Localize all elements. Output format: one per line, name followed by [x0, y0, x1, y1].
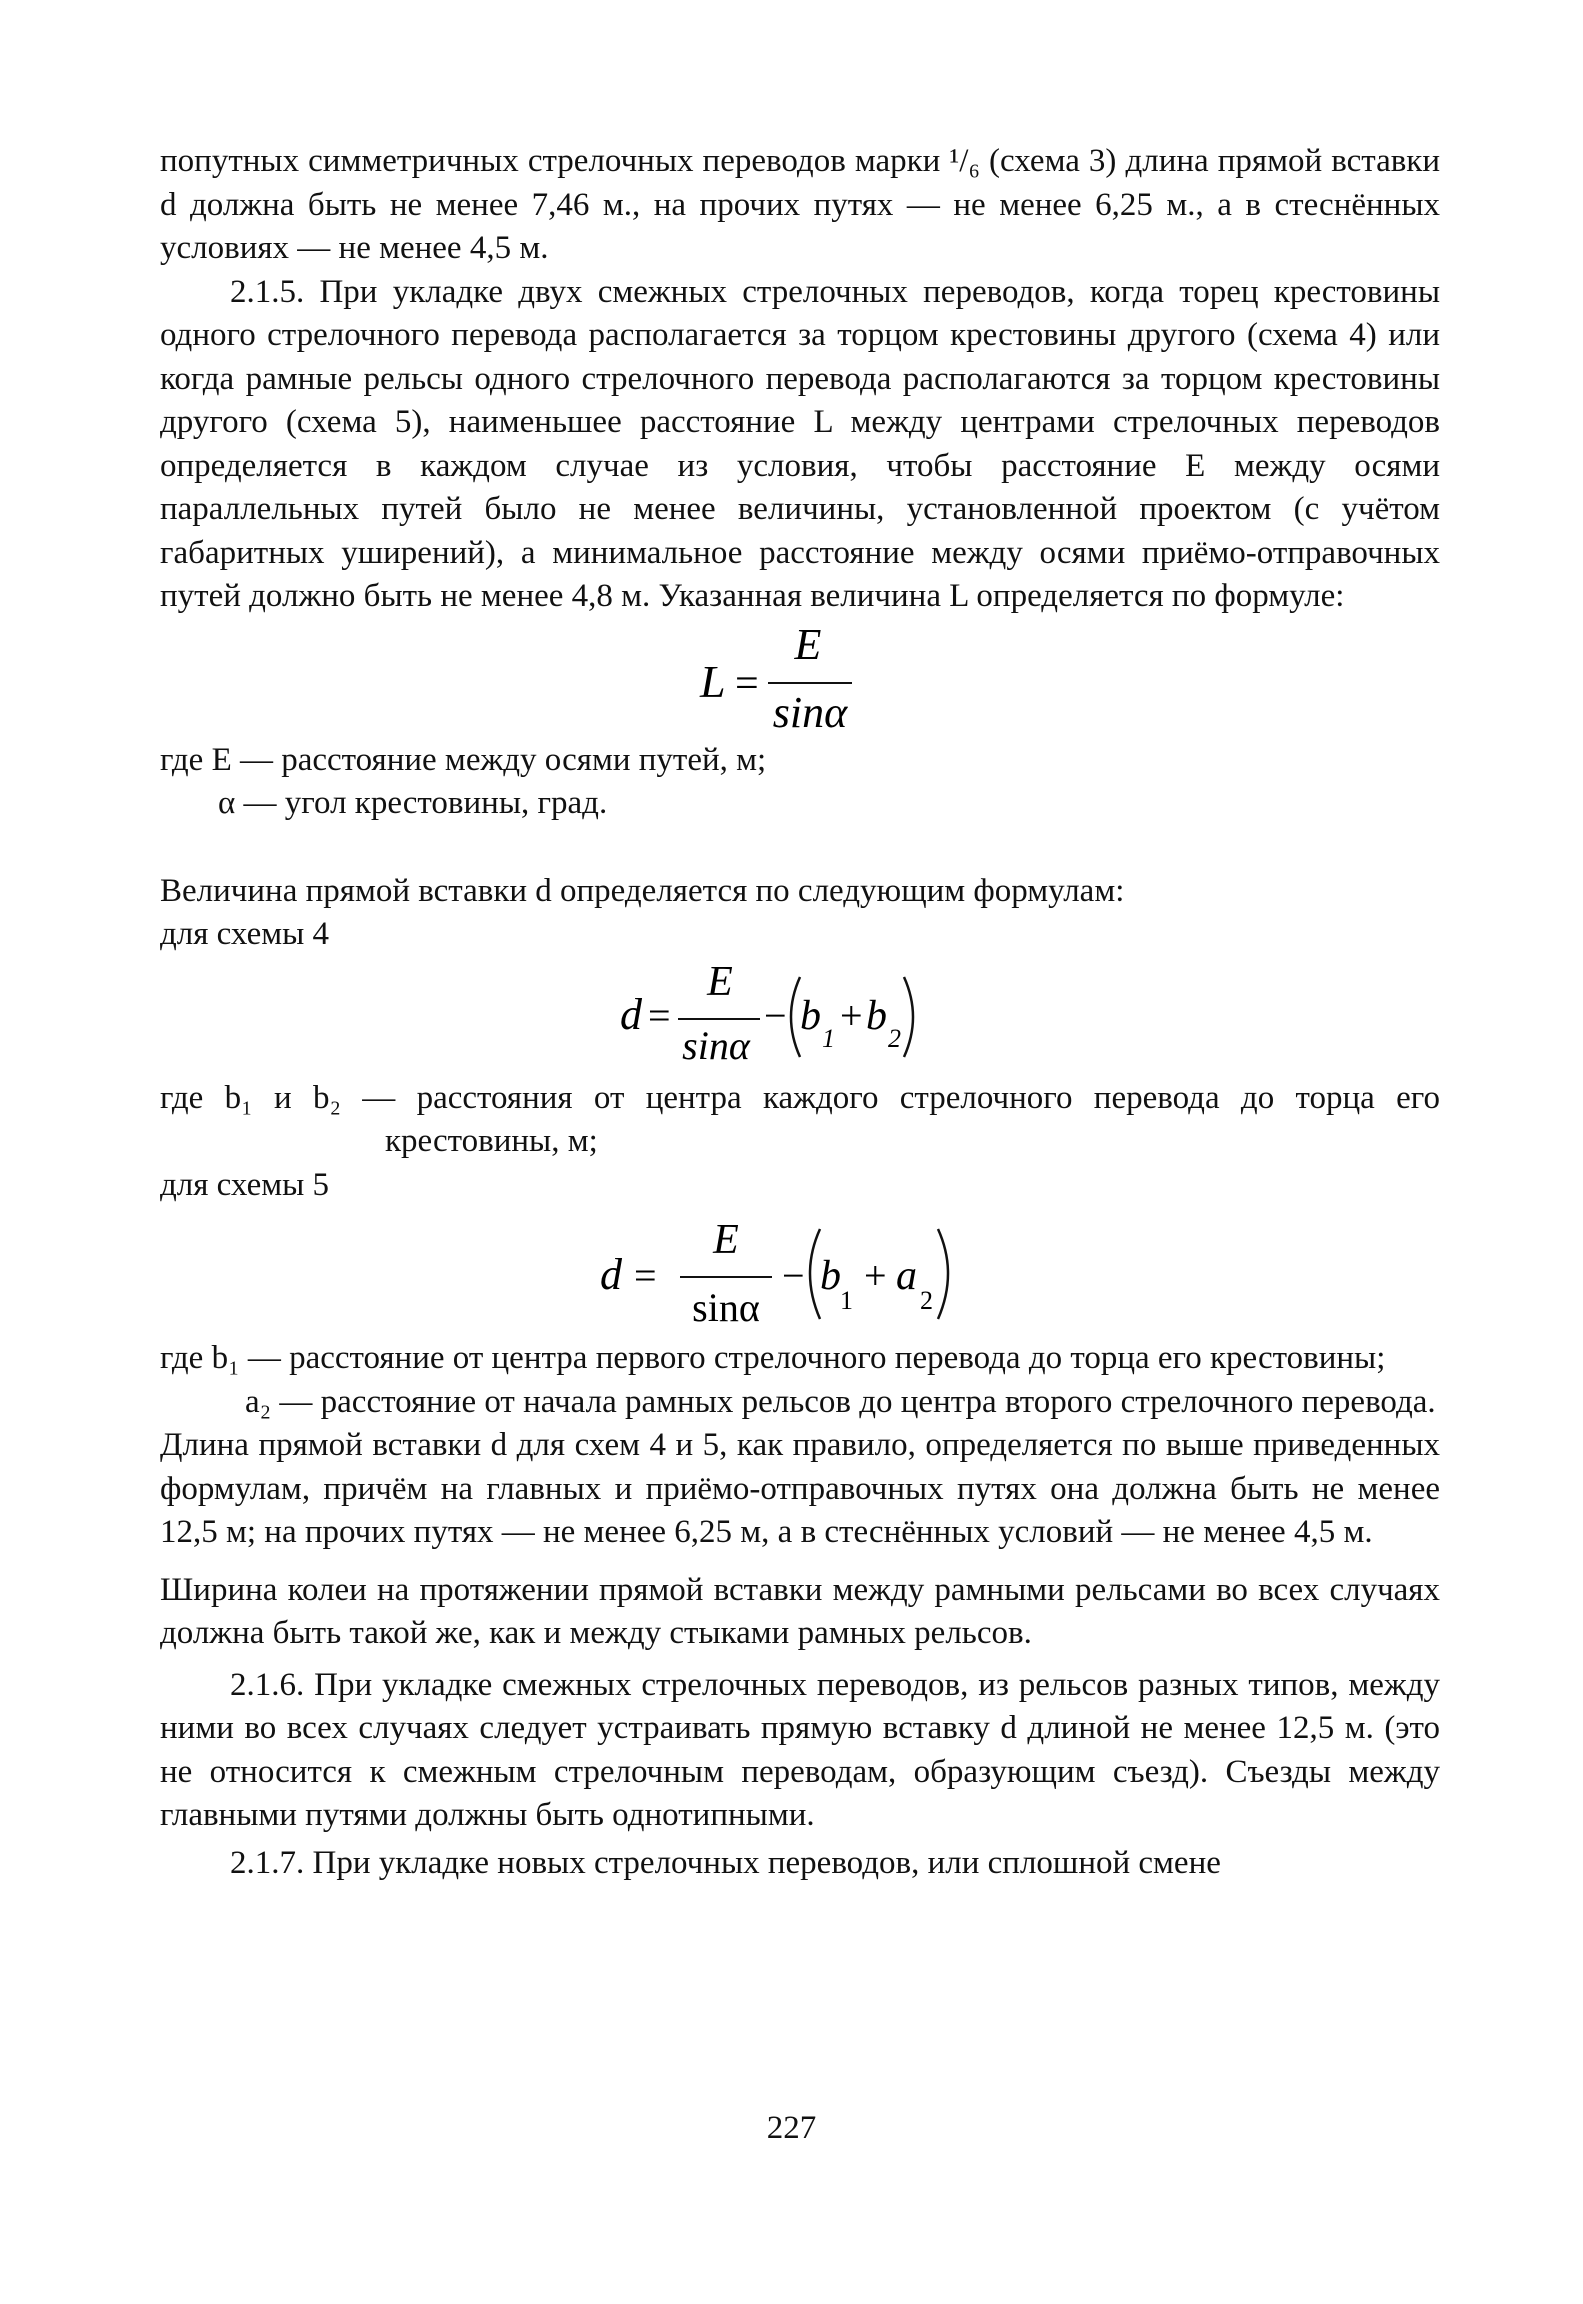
formula-d5-sub1: 1	[840, 1286, 853, 1315]
formula-d4-eq: =	[648, 992, 671, 1038]
paragraph-insert-d: Величина прямой вставки d определяется по следующим формулам:	[160, 872, 1125, 909]
formula-d5-minus: −	[782, 1253, 805, 1298]
paragraph-2-1-7: 2.1.7. При укладке новых стрелочных переводов, или сплошной смене	[230, 1844, 1221, 1881]
formula-d4-b: b	[800, 992, 821, 1039]
paragraph-gauge-width: Ширина колеи на протяжении прямой вставки между рамными рельсами во всех случаях должна быть такой же, как и между стыками рамных рельсов.	[160, 1571, 1440, 1651]
formula-d-scheme4	[160, 957, 1440, 1077]
formula-d4-minus: −	[764, 992, 787, 1038]
scheme-4-label: для схемы 4	[160, 916, 330, 952]
document-page	[160, 140, 1440, 1885]
where-b1: где b₁ — расстояние от центра первого стрелочного перевода до торца его крестовины;	[160, 1340, 1386, 1376]
formula-d4-numerator: E	[707, 958, 733, 1005]
formula-d4-lhs: d	[620, 989, 642, 1039]
spacer	[160, 826, 1440, 870]
formula-L-lhs: L	[700, 655, 726, 707]
scheme-5-label: для схемы 5	[160, 1166, 330, 1203]
formula-d4-sub1: 1	[822, 1023, 835, 1053]
where-b1-b2: где b₁ и b₂ — расстояния от центра каждого стрелочного перевода до торца его крестовины, м;	[160, 1079, 1440, 1159]
paragraph-length-d: Длина прямой вставки d для схем 4 и 5, как правило, определяется по выше приведенных формулам, причём на главных и приёмо-отправочных путях она должна быть не менее 12,5 м; на прочих путях — не менее 6,25 м, а в стеснённых условий — не менее 4,5 м.	[160, 1427, 1440, 1550]
formula-L	[160, 619, 1440, 739]
formula-d4-plus: +	[840, 992, 863, 1038]
formula-d5-a: a	[896, 1253, 917, 1299]
formula-d5-left-paren	[810, 1229, 820, 1319]
formula-d4-b2: b	[866, 992, 887, 1039]
paragraph-2-1-5: 2.1.5. При укладке двух смежных стрелочных переводов, когда торец крестовины одного стрелочного перевода располагается за торцом крестовины другого (схема 4) или когда рамные рельсы одного стрелочного перевода располагаются за торцом крестовины другого (схема 5), наименьшее расстояние L между центрами стрелочных переводов определяется в каждом случае из условия, чтобы расстояние E между осями параллельных путей было не менее величины, установленной проектом (с учётом габаритных уширений), а минимальное расстояние между осями приёмо-отправочных путей должно быть не менее 4,8 м. Указанная величина L определяется по формуле:	[160, 273, 1440, 614]
formula-d5-plus: +	[864, 1253, 887, 1298]
formula-d-scheme5	[160, 1207, 1440, 1337]
paragraph-2-1-6: 2.1.6. При укладке смежных стрелочных переводов, из рельсов разных типов, между ними во всех случаях следует устраивать прямую вставку d длиной не менее 12,5 м. (это не относится к смежным стрелочным переводам, образующим съезд). Съезды между главными путями должны быть однотипными.	[160, 1666, 1440, 1833]
paragraph-1: попутных симметричных стрелочных переводов марки ¹/₆ (схема 3) длина прямой вставки d должна быть не менее 7,46 м., на прочих путях — не менее 6,25 м., а в стеснённых условиях — не менее 4,5 м.	[160, 143, 1440, 266]
where-a2: a₂ — расстояние от начала рамных рельсов до центра второго стрелочного перевода.	[245, 1383, 1436, 1420]
formula-d4-left-paren	[791, 977, 800, 1057]
formula-L-svg	[160, 619, 1440, 739]
formula-d5-svg	[160, 1207, 1440, 1337]
page-number: 227	[766, 2110, 817, 2146]
formula-d4-svg	[160, 957, 1440, 1077]
formula-d5-eq: =	[634, 1253, 657, 1298]
formula-d5-b: b	[820, 1253, 841, 1299]
formula-d5-numerator: E	[713, 1217, 739, 1263]
formula-d4-sub2: 2	[888, 1023, 901, 1053]
formula-d5-lhs: d	[600, 1250, 622, 1299]
where-E: где E — расстояние между осями путей, м;	[160, 741, 767, 778]
formula-L-eq: =	[735, 660, 759, 707]
formula-L-denominator: sinα	[772, 687, 848, 737]
formula-d5-sub2: 2	[920, 1286, 933, 1315]
formula-d4-denominator: sinα	[682, 1022, 750, 1068]
formula-d5-denominator: sinα	[692, 1285, 760, 1330]
formula-L-numerator: E	[794, 619, 822, 669]
where-alpha: α — угол крестовины, град.	[218, 785, 608, 821]
formula-d4-right-paren	[904, 977, 913, 1057]
formula-d5-right-paren	[938, 1229, 948, 1319]
